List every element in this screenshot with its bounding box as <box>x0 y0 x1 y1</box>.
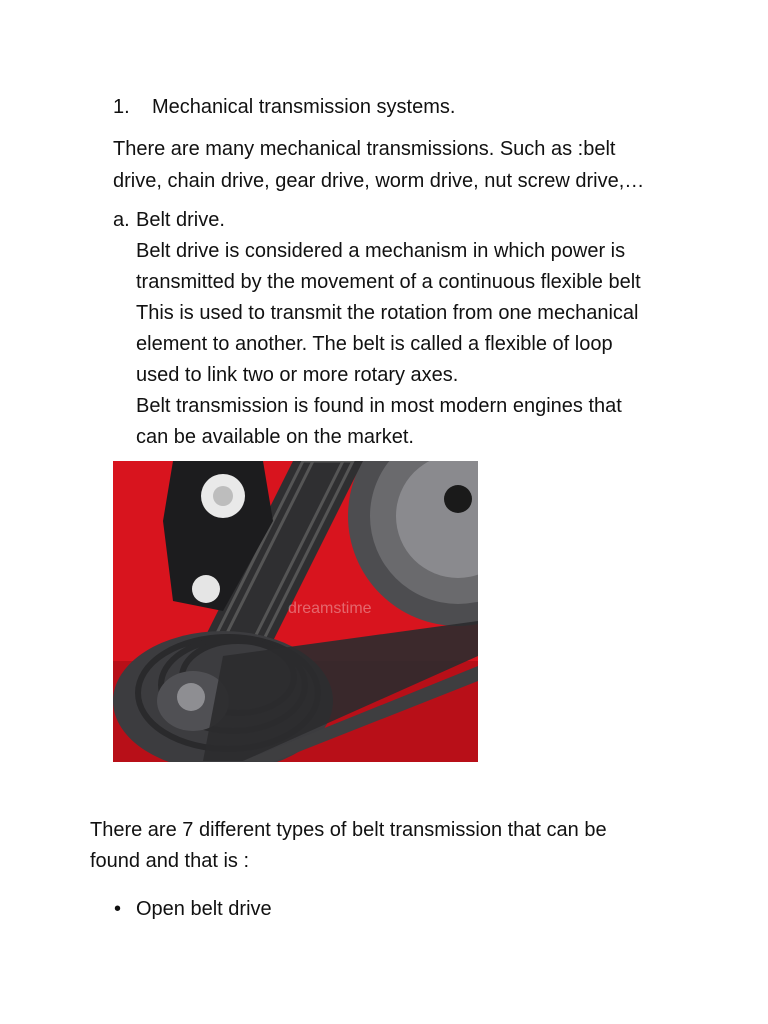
belt-drive-photo <box>113 461 478 762</box>
types-line-2: found and that is : <box>90 850 250 872</box>
body-line-4: element to another. The belt is called a flexible of loop <box>136 333 613 355</box>
bullet-item-open-belt-drive: Open belt drive <box>136 898 272 920</box>
bullet-marker: • <box>114 898 122 920</box>
subsection-title: Belt drive. <box>136 209 225 231</box>
intro-line-1: There are many mechanical transmissions. Such as :belt <box>113 138 616 160</box>
body-line-3: This is used to transmit the rotation from one mechanical <box>136 302 639 324</box>
body-line-7: can be available on the market. <box>136 426 414 448</box>
photo-watermark: dreamstime <box>288 600 372 617</box>
body-line-2: transmitted by the movement of a continuous flexible belt <box>136 271 641 293</box>
body-line-1: Belt drive is considered a mechanism in which power is <box>136 240 626 262</box>
body-line-6: Belt transmission is found in most modern engines that <box>136 395 622 417</box>
section-heading: Mechanical transmission systems. <box>152 96 456 118</box>
intro-line-2: drive, chain drive, gear drive, worm drive, nut screw drive,… <box>113 170 645 192</box>
types-line-1: There are 7 different types of belt transmission that can be <box>90 819 607 841</box>
heading-number: 1. <box>113 96 130 118</box>
body-line-5: used to link two or more rotary axes. <box>136 364 459 386</box>
subsection-marker: a. <box>113 209 130 231</box>
